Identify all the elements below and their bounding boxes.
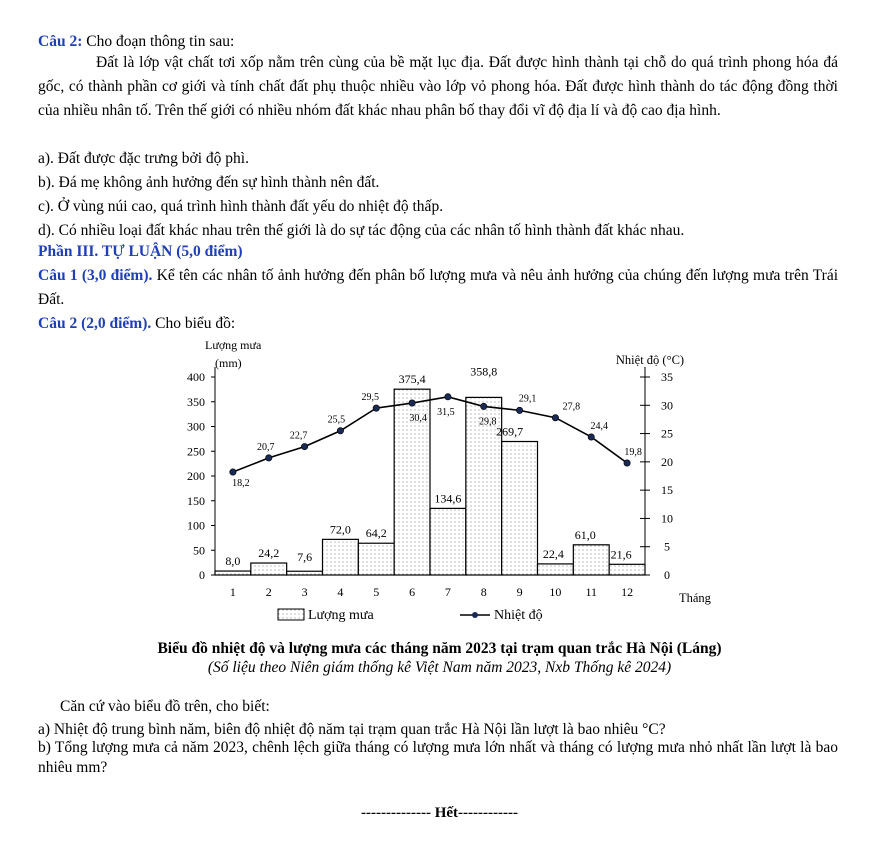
temperature-point <box>230 469 236 475</box>
soil-passage: Đất là lớp vật chất tơi xốp nằm trên cùng của bề mặt lục địa. Đất được hình thành tại chỗ do quá trình phong hóa đá gốc, có thành phần cơ giới và tính chất đất phụ thuộc nhiều vào lớp vỏ phong hóa. Đất được hình thành do tác động đồng thời của nhiều nhân tố. Trên thế giới có nhiều nhóm đất khác nhau phân bố thay đổi vĩ độ địa lí và độ cao địa hình. <box>38 54 838 119</box>
temperature-point <box>266 455 272 461</box>
right-tick-label: 0 <box>664 568 670 582</box>
temperature-value-label: 22,7 <box>289 430 308 442</box>
rainfall-bar <box>609 564 645 575</box>
rainfall-bar <box>251 563 287 575</box>
rainfall-value-label: 61,0 <box>574 527 596 542</box>
left-tick-label: 250 <box>187 444 205 459</box>
left-tick-label: 50 <box>193 543 205 558</box>
legend-temperature-label: Nhiệt độ <box>494 608 543 623</box>
rainfall-bar <box>502 441 538 575</box>
temperature-value-label: 20,7 <box>257 441 275 453</box>
temperature-point <box>552 415 558 421</box>
temperature-point <box>481 403 487 409</box>
rainfall-value-label: 8,0 <box>225 554 241 569</box>
right-tick-label: 10 <box>661 511 673 526</box>
right-tick-label: 25 <box>661 426 673 441</box>
temperature-value-label: 19,8 <box>624 446 642 458</box>
rainfall-bar <box>287 571 323 575</box>
chart-title: Biểu đồ nhiệt độ và lượng mưa các tháng năm 2023 tại trạm quan trắc Hà Nội (Láng) <box>157 640 722 657</box>
option-d: d). Có nhiều loại đất khác nhau trên thế giới là do sự tác động của các nhân tố hình thành đất khác nhau. <box>38 222 685 239</box>
question-a: a) Nhiệt độ trung bình năm, biên độ nhiệt độ năm tại trạm quan trắc Hà Nội lần lượt là bao nhiêu °C? <box>38 721 666 738</box>
left-axis-label: Lượng mưa <box>205 338 262 352</box>
left-tick-label: 150 <box>187 493 205 508</box>
essay-question-1-label: Câu 1 (3,0 điểm). <box>38 267 153 284</box>
temperature-value-label: 27,8 <box>562 401 581 413</box>
temperature-point <box>624 460 630 466</box>
end-marker: -------------- Hết------------ <box>361 805 518 821</box>
rainfall-value-label: 22,4 <box>542 546 564 561</box>
month-label: 4 <box>337 585 344 599</box>
option-a: a). Đất được đặc trưng bởi độ phì. <box>38 150 249 167</box>
legend-temperature-marker <box>472 612 478 618</box>
rainfall-bar <box>430 508 466 575</box>
rainfall-value-label: 7,6 <box>297 550 313 565</box>
question-b: b) Tổng lượng mưa cả năm 2023, chênh lệch giữa tháng có lượng mưa lớn nhất và tháng có lượng mưa nhỏ nhất lần lượt là bao nhiêu mm? <box>38 739 838 776</box>
rainfall-value-label: 375,4 <box>398 372 426 387</box>
rainfall-bar <box>573 545 609 575</box>
rainfall-value-label: 72,0 <box>329 522 351 537</box>
month-label: 10 <box>549 585 562 599</box>
right-tick-label: 15 <box>661 483 673 498</box>
rainfall-value-label: 134,6 <box>434 491 462 506</box>
chart-source: (Số liệu theo Niên giám thống kê Việt Nam năm 2023, Nxb Thống kê 2024) <box>207 659 672 676</box>
temperature-value-label: 31,5 <box>437 406 455 418</box>
month-label: 5 <box>373 585 380 599</box>
rainfall-value-label: 64,2 <box>365 526 387 541</box>
temperature-point <box>373 405 379 411</box>
rainfall-bar <box>538 564 574 575</box>
rainfall-value-label: 358,8 <box>470 364 498 379</box>
temperature-value-label: 24,4 <box>590 420 608 432</box>
rainfall-value-label: 21,6 <box>610 547 632 562</box>
right-tick-label: 20 <box>661 454 673 469</box>
climate-chart <box>170 337 730 633</box>
essay-question-1 <box>38 264 838 312</box>
temperature-value-label: 29,5 <box>361 392 379 404</box>
question-2-intro: Cho đoạn thông tin sau: <box>86 33 235 50</box>
month-label: 1 <box>229 585 236 599</box>
legend-rainfall-swatch <box>278 609 304 620</box>
left-tick-label: 200 <box>187 469 205 483</box>
rainfall-bar <box>323 539 359 575</box>
question-2-heading <box>38 32 234 52</box>
month-label: 6 <box>409 585 416 599</box>
temperature-point <box>588 434 594 440</box>
left-tick-label: 400 <box>187 370 205 384</box>
month-label: 9 <box>516 585 523 599</box>
temperature-point <box>301 443 307 449</box>
temperature-value-label: 29,8 <box>479 416 497 428</box>
month-label: 3 <box>301 585 308 599</box>
rainfall-value-label: 269,7 <box>496 424 524 439</box>
left-axis-unit: (mm) <box>215 356 242 370</box>
month-label: 11 <box>585 585 598 599</box>
question-2-label: Câu 2: <box>38 33 83 50</box>
left-tick-label: 100 <box>187 518 205 533</box>
legend-rainfall-label: Lượng mưa <box>308 608 374 623</box>
right-tick-label: 35 <box>661 370 673 384</box>
left-tick-label: 350 <box>187 394 205 409</box>
left-tick-label: 300 <box>187 419 205 434</box>
temperature-point <box>445 394 451 400</box>
month-label: 2 <box>265 585 272 599</box>
month-label: 8 <box>480 585 487 599</box>
temperature-value-label: 25,5 <box>327 414 346 426</box>
essay-question-1-text: Kể tên các nhân tố ảnh hưởng đến phân bố lượng mưa và nêu ảnh hưởng của chúng đến lượng mưa trên Trái Đất. <box>38 267 838 308</box>
option-b: b). Đá mẹ không ảnh hưởng đến sự hình thành nên đất. <box>38 174 380 191</box>
option-c: c). Ở vùng núi cao, quá trình hình thành đất yếu do nhiệt độ thấp. <box>38 198 444 215</box>
temperature-point <box>337 428 343 434</box>
temperature-value-label: 18,2 <box>232 478 250 490</box>
x-axis-unit: Tháng <box>679 591 711 605</box>
temperature-point <box>409 400 415 406</box>
month-label: 12 <box>621 585 634 599</box>
questions-intro: Căn cứ vào biểu đồ trên, cho biết: <box>60 698 270 715</box>
temperature-point <box>516 407 522 413</box>
essay-question-2-label: Câu 2 (2,0 điểm). <box>38 315 152 332</box>
right-tick-label: 5 <box>664 539 670 554</box>
right-axis-label: Nhiệt độ (°C) <box>615 353 685 367</box>
rainfall-bar <box>215 571 251 575</box>
temperature-value-label: 30,4 <box>409 413 427 425</box>
left-tick-label: 0 <box>199 568 205 582</box>
temperature-value-label: 29,1 <box>518 393 537 405</box>
part-3-title: Phần III. TỰ LUẬN (5,0 điểm) <box>38 243 243 260</box>
essay-question-2-text: Cho biểu đồ: <box>155 315 236 332</box>
right-tick-label: 30 <box>661 398 673 413</box>
rainfall-bar <box>358 543 394 575</box>
essay-question-2 <box>38 314 235 334</box>
rainfall-value-label: 24,2 <box>258 546 280 561</box>
month-label: 7 <box>444 585 451 599</box>
